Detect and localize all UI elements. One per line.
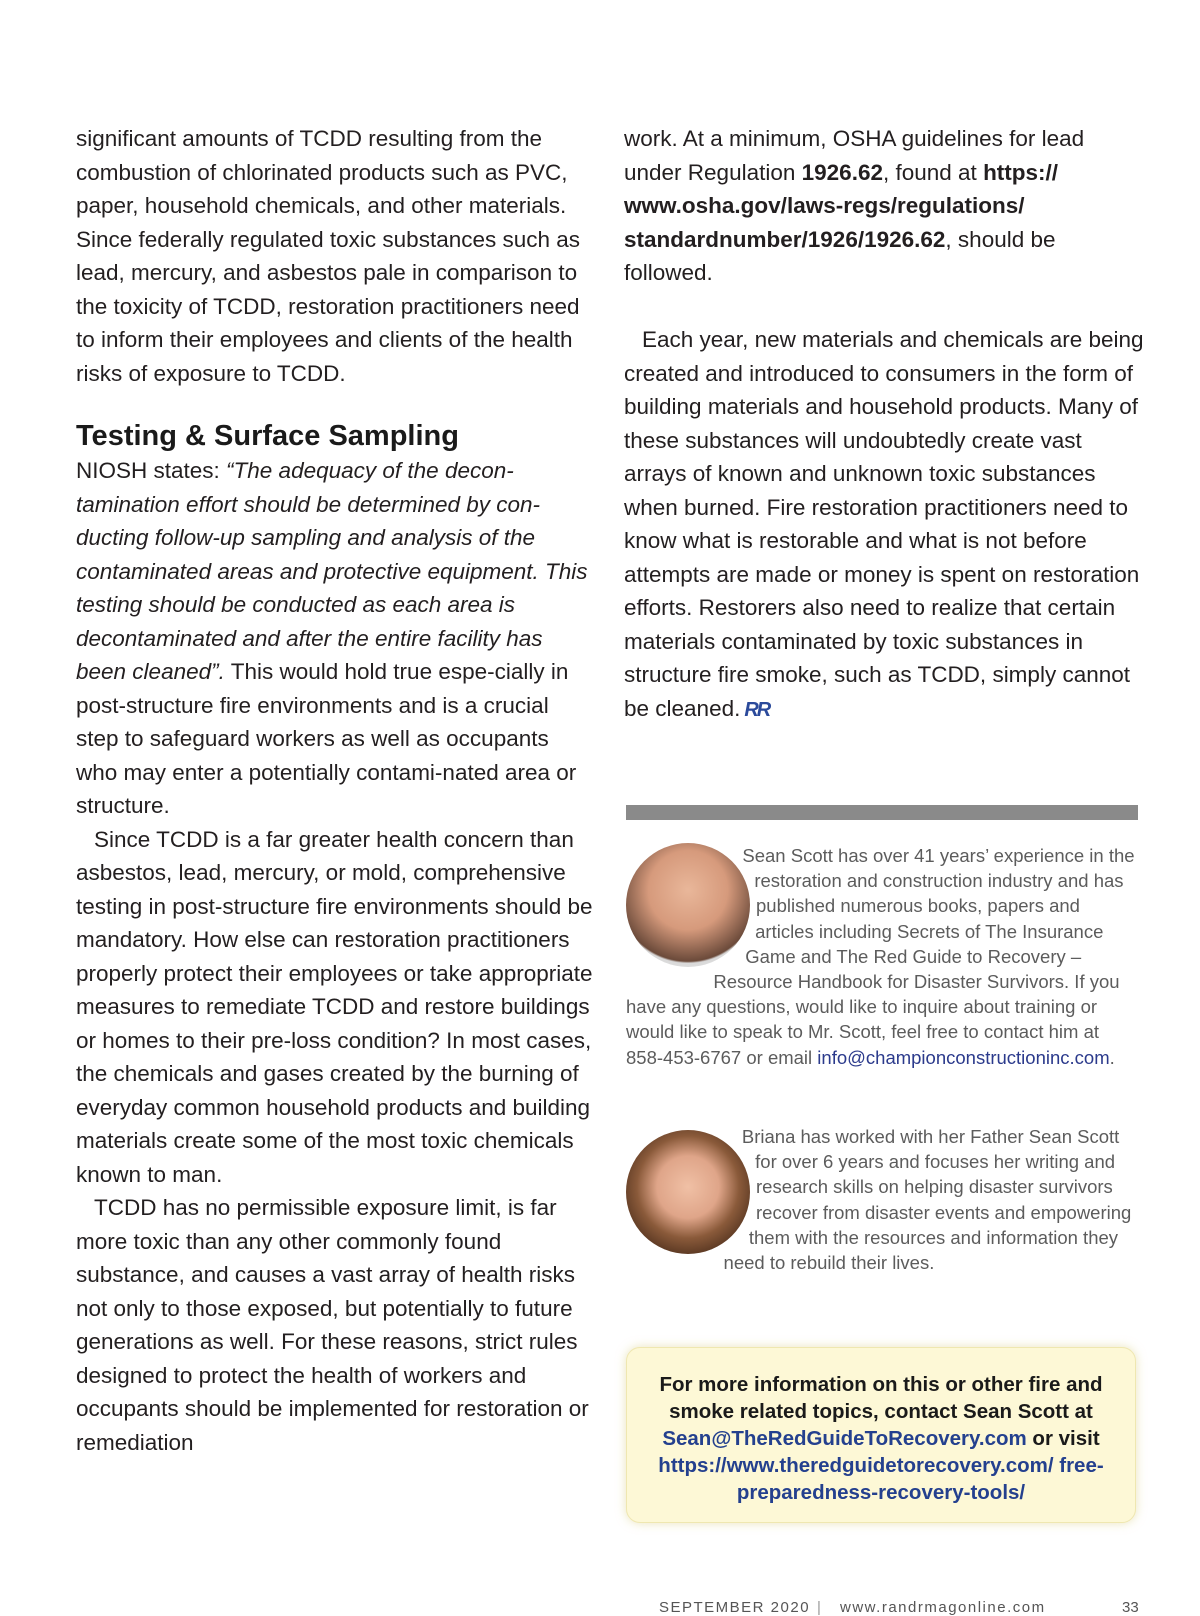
bio-briana-text: Briana has worked with her Father Sean Scott for over 6 years and focuses her writing and research skills on helping disaster survivors recover from disaster events and empowering them with the resources and information they need to rebuild their lives. <box>723 1126 1132 1274</box>
callout-body: For more information on this or other fire and smoke related topics, contact Sean Scott at <box>659 1373 1103 1423</box>
briana-photo <box>626 1130 750 1254</box>
osha-text-c: , should be followed. <box>624 226 1056 285</box>
left-paragraph-4: TCDD has no permissible exposure limit, is far more toxic than any other commonly found substance, and causes a vast array of health risks not only to those exposed, but potentially to future generations as well. For these reasons, strict rules designed to protect the health of workers and occupants should be implemented for restoration or remediation <box>76 1195 589 1455</box>
author-bio-sean <box>626 843 1138 1070</box>
left-paragraph-2 <box>76 454 596 823</box>
bio-sean-end: . <box>1109 1046 1115 1068</box>
left-column <box>76 122 596 1459</box>
footer-website-link[interactable]: www.randrmagonline.com <box>840 1599 1046 1616</box>
left-paragraph-3: Since TCDD is a far greater health concern than asbestos, lead, mercury, or mold, comprehensive testing in post-structure fire environments should be mandatory. How else can restoration practitioners properly protect their employees or take appropriate measures to remediate TCDD and restore buildings or homes to their pre-loss condition? In most cases, the chemicals and gases created by the burning of everyday common household products and building materials create some of the most toxic chemicals known to man. <box>76 826 593 1187</box>
callout-text <box>641 1371 1121 1506</box>
osha-text-b: , found at <box>882 159 984 185</box>
page-number: 33 <box>1122 1599 1139 1616</box>
bio-sean-body: Sean Scott has over 41 years’ experience in the restoration and construction industry and has published numerous books, papers and articles including Secrets of The Insurance Game and The Red Guide to Recovery – Resource Handbook for Disaster Survivors. If you have any questions, would like to inquire about training or would like to speak to Mr. Scott, feel free to contact him at 858-453-6767 or email <box>626 845 1135 1068</box>
section-heading-testing: Testing & Surface Sampling <box>76 420 459 452</box>
callout-or-visit: or visit <box>1026 1427 1100 1450</box>
left-paragraph-1: significant amounts of TCDD resulting from the combustion of chlorinated products such as PVC, paper, household chemicals, and other materials. Since federally regulated toxic substances such as lead, mercury, and asbestos pale in comparison to the toxicity of TCDD, restoration practitioners need to inform their employees and clients of the health risks of exposure to TCDD. <box>76 126 581 386</box>
right-paragraph-1 <box>624 122 1144 290</box>
bio-email-link[interactable]: info@championconstructioninc.com <box>817 1046 1110 1068</box>
niosh-quote: “The adequacy of the decon-tamination effort should be determined by con-ducting follow-up sampling and analysis of the contaminated areas and protective equipment. This testing should be conducted as each area is decontaminated and after the entire facility has been cleaned”. <box>76 458 588 684</box>
footer-separator: | <box>817 1599 821 1616</box>
contact-callout-box <box>626 1347 1136 1523</box>
right-paragraph-2-text: Each year, new materials and chemicals are being created and introduced to consumers in the form of building materials and household products. Many of these substances will undoubtedly create vast arrays of known and unknown toxic substances when burned. Fire restoration practitioners need to know what is restorable and what is not before attempts are made or money is spent on restoration efforts. Restorers also need to realize that certain materials contaminated by toxic substances in structure fire smoke, such as TCDD, simply cannot be cleaned. <box>624 327 1144 721</box>
right-paragraph-2 <box>624 323 1144 727</box>
right-column <box>624 122 1144 727</box>
osha-url-link[interactable]: https:// www.osha.gov/laws-regs/regulations/ standardnumber/1926/1926.62 <box>624 159 1059 252</box>
callout-url-link[interactable]: https://www.theredguidetorecovery.com/ free-preparedness-recovery-tools/ <box>658 1454 1104 1504</box>
callout-email-link[interactable]: Sean@TheRedGuideToRecovery.com <box>662 1427 1027 1450</box>
author-bio-briana <box>626 1124 1138 1275</box>
niosh-rest: This would hold true espe-cially in post-structure fire environments and is a crucial step to safeguard workers as well as occupants who may enter a potentially contami-nated area or structure. <box>76 659 577 818</box>
osha-text-a: work. At a minimum, OSHA guidelines for lead under Regulation <box>624 126 1085 185</box>
section-divider <box>626 805 1138 820</box>
regulation-number: 1926.62 <box>801 159 883 185</box>
footer-date: SEPTEMBER 2020 <box>659 1599 811 1616</box>
niosh-lead: NIOSH states: <box>76 458 227 483</box>
sean-scott-photo <box>626 843 750 967</box>
rr-end-mark-icon: RR <box>744 698 770 721</box>
